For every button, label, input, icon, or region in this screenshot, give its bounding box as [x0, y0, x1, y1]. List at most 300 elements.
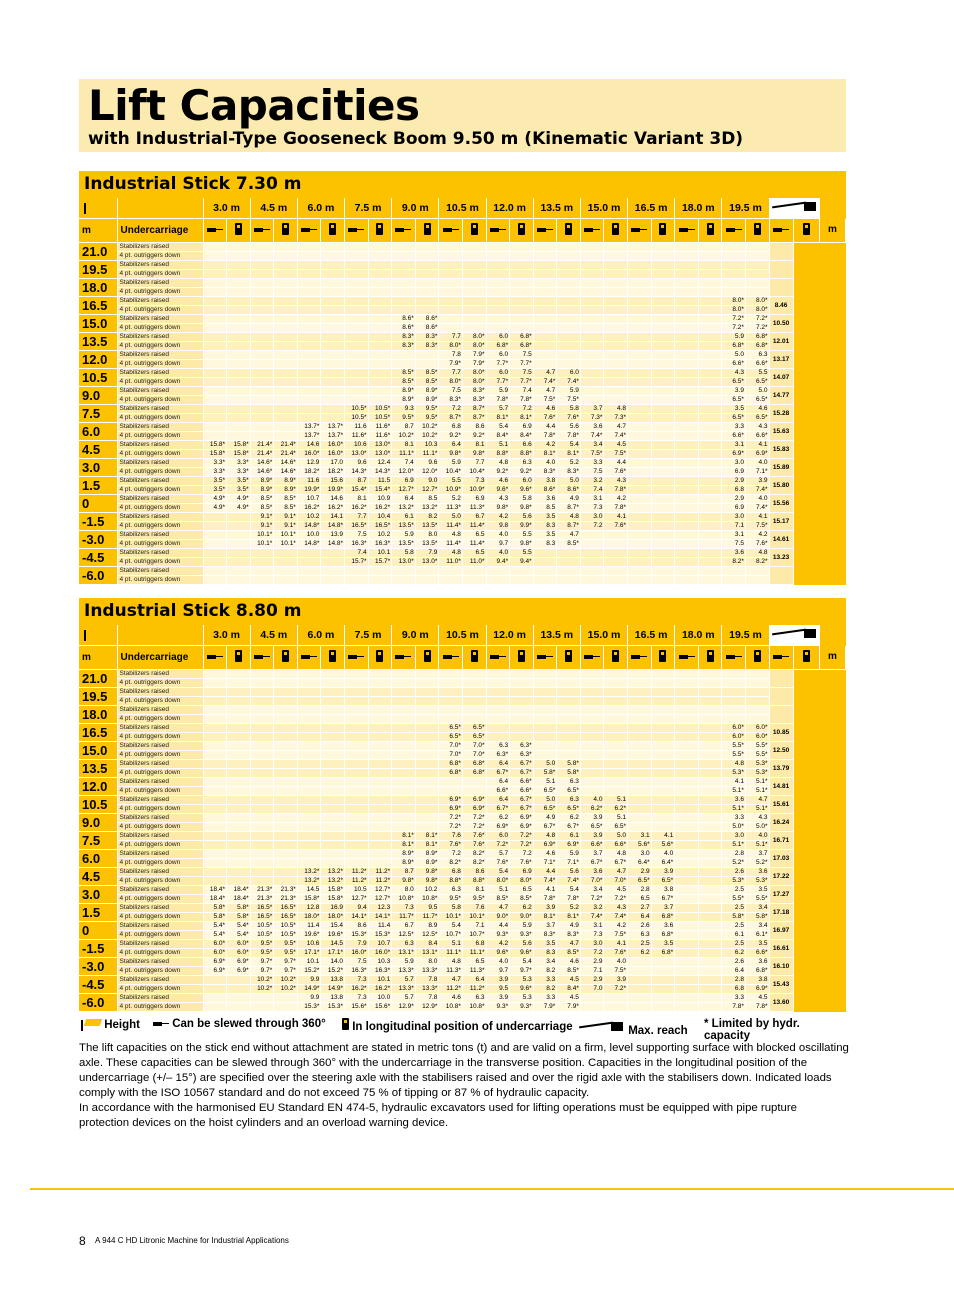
table-row — [79, 504, 846, 513]
capacity-cell — [462, 688, 486, 697]
capacity-cell — [698, 949, 722, 958]
height-icon — [79, 1018, 101, 1032]
capacity-cell: 6.8* — [439, 769, 463, 778]
capacity-cell — [675, 679, 699, 688]
capacity-cell: 7.4* — [533, 378, 557, 387]
height-value: 4.5 — [79, 441, 117, 459]
table-row — [79, 450, 846, 459]
capacity-cell — [415, 715, 439, 724]
capacity-cell: 3.7 — [745, 850, 769, 859]
capacity-cell — [604, 306, 628, 315]
capacity-cell: 6.2 — [510, 904, 534, 913]
capacity-cell — [628, 297, 652, 306]
capacity-cell — [486, 688, 510, 697]
capacity-cell — [321, 823, 345, 832]
capacity-cell — [392, 679, 416, 688]
capacity-cell — [250, 832, 274, 841]
capacity-cell — [368, 351, 392, 360]
capacity-cell: 8.5* — [486, 895, 510, 904]
capacity-cell: 11.3* — [462, 967, 486, 976]
capacity-cell — [580, 333, 604, 342]
capacity-cell — [439, 670, 463, 679]
capacity-cell — [250, 994, 274, 1003]
capacity-cell — [392, 688, 416, 697]
capacity-cell: 3.6 — [580, 423, 604, 432]
capacity-cell: 6.2 — [628, 949, 652, 958]
icon-header-row — [79, 219, 846, 243]
max-reach-value: 15.43 — [769, 976, 793, 994]
capacity-cell — [486, 724, 510, 733]
capacity-cell — [345, 814, 369, 823]
capacity-cell — [415, 279, 439, 288]
capacity-cell — [604, 778, 628, 787]
capacity-cell — [439, 315, 463, 324]
table-row — [79, 567, 846, 576]
capacity-cell — [462, 315, 486, 324]
capacity-cell: 3.6 — [745, 958, 769, 967]
height-value: 18.0 — [79, 706, 117, 724]
capacity-cell — [274, 423, 298, 432]
undercarriage-label: Stabilizers raised — [117, 778, 203, 787]
capacity-cell: 6.5* — [462, 733, 486, 742]
capacity-cell — [345, 706, 369, 715]
capacity-cell: 21.3* — [274, 886, 298, 895]
capacity-cell — [651, 760, 675, 769]
capacity-cell — [415, 823, 439, 832]
undercarriage-label: 4 pt. outriggers down — [117, 985, 203, 994]
capacity-cell — [368, 796, 392, 805]
capacity-cell: 8.8* — [510, 450, 534, 459]
capacity-cell: 11.0* — [462, 558, 486, 567]
capacity-cell: 6.3 — [557, 778, 581, 787]
height-value: 13.5 — [79, 760, 117, 778]
capacity-cell — [698, 531, 722, 540]
height-value: 10.5 — [79, 369, 117, 387]
capacity-cell: 7.2 — [580, 949, 604, 958]
capacity-cell: 14.3* — [345, 468, 369, 477]
capacity-cell: 13.5* — [392, 540, 416, 549]
capacity-cell — [227, 976, 251, 985]
capacity-cell — [250, 715, 274, 724]
reach-head — [769, 625, 819, 646]
capacity-cell: 9.3* — [486, 931, 510, 940]
capacity-cell: 13.3* — [392, 967, 416, 976]
capacity-cell: 7.4* — [557, 378, 581, 387]
capacity-cell — [345, 769, 369, 778]
capacity-cell: 4.7 — [533, 369, 557, 378]
capacity-cell — [345, 279, 369, 288]
capacity-cell — [557, 288, 581, 297]
capacity-cell: 8.3* — [415, 333, 439, 342]
table-row — [79, 378, 846, 387]
capacity-cell: 4.8 — [486, 459, 510, 468]
capacity-cell — [651, 333, 675, 342]
capacity-cell: 6.3 — [486, 742, 510, 751]
capacity-cell — [274, 306, 298, 315]
capacity-cell — [698, 958, 722, 967]
capacity-cell: 10.6 — [297, 940, 321, 949]
capacity-cell: 5.0 — [557, 477, 581, 486]
capacity-cell — [321, 742, 345, 751]
capacity-cell: 7.2 — [439, 405, 463, 414]
capacity-cell — [628, 715, 652, 724]
slew-icon — [348, 226, 364, 233]
capacity-cell — [651, 1003, 675, 1012]
undercarriage-label: Stabilizers raised — [117, 549, 203, 558]
capacity-cell — [345, 805, 369, 814]
table-row — [79, 252, 846, 261]
capacity-cell — [628, 414, 652, 423]
capacity-cell: 6.3 — [439, 886, 463, 895]
capacity-cell: 2.7 — [628, 904, 652, 913]
capacity-cell — [227, 751, 251, 760]
capacity-cell: 13.0* — [368, 450, 392, 459]
table-row — [79, 459, 846, 468]
capacity-cell — [580, 531, 604, 540]
capacity-cell — [580, 270, 604, 279]
capacity-cell — [368, 733, 392, 742]
capacity-cell — [675, 423, 699, 432]
undercarriage-label: Stabilizers raised — [117, 243, 203, 252]
capacity-cell — [651, 814, 675, 823]
capacity-cell: 6.9 — [722, 504, 746, 513]
capacity-cell — [274, 288, 298, 297]
capacity-cell — [274, 567, 298, 576]
capacity-cell — [345, 378, 369, 387]
capacity-cell: 8.1* — [415, 841, 439, 850]
capacity-cell — [439, 243, 463, 252]
height-value: 18.0 — [79, 279, 117, 297]
capacity-cell: 19.9* — [297, 486, 321, 495]
capacity-cell: 6.7* — [486, 805, 510, 814]
capacity-cell — [203, 261, 227, 270]
undercarriage-label: Stabilizers raised — [117, 333, 203, 342]
capacity-cell — [274, 841, 298, 850]
capacity-cell: 8.1* — [486, 414, 510, 423]
capacity-cell — [580, 1003, 604, 1012]
capacity-cell — [321, 670, 345, 679]
capacity-cell: 7.5* — [533, 396, 557, 405]
capacity-cell: 4.8 — [439, 549, 463, 558]
capacity-cell — [557, 360, 581, 369]
capacity-cell — [580, 994, 604, 1003]
capacity-cell — [250, 315, 274, 324]
capacity-cell — [651, 306, 675, 315]
capacity-cell — [651, 976, 675, 985]
capacity-cell — [698, 423, 722, 432]
capacity-cell — [580, 297, 604, 306]
capacity-cell: 5.1 — [604, 796, 628, 805]
capacity-cell: 4.2 — [486, 513, 510, 522]
capacity-cell — [533, 351, 557, 360]
capacity-cell — [321, 360, 345, 369]
capacity-cell: 12.4 — [368, 459, 392, 468]
capacity-cell: 9.5* — [462, 895, 486, 904]
max-reach-value — [769, 279, 793, 297]
capacity-cell: 5.3* — [745, 769, 769, 778]
capacity-cell — [745, 706, 769, 715]
capacity-cell — [698, 913, 722, 922]
capacity-cell: 7.0 — [580, 985, 604, 994]
capacity-cell: 14.6 — [297, 441, 321, 450]
capacity-cell — [321, 261, 345, 270]
capacity-cell: 3.0 — [580, 940, 604, 949]
capacity-cell — [321, 369, 345, 378]
capacity-cell — [203, 715, 227, 724]
capacity-cell: 16.5* — [345, 522, 369, 531]
capacity-cell — [580, 733, 604, 742]
blank-head — [117, 198, 203, 219]
undercarriage-label: Stabilizers raised — [117, 459, 203, 468]
capacity-cell — [345, 850, 369, 859]
capacity-cell: 5.4 — [557, 441, 581, 450]
section-title: Industrial Stick 7.30 m — [84, 174, 302, 194]
capacity-cell — [321, 787, 345, 796]
capacity-cell — [227, 342, 251, 351]
height-value: -6.0 — [79, 567, 117, 585]
capacity-cell: 7.8* — [486, 396, 510, 405]
capacity-cell — [297, 252, 321, 261]
capacity-cell: 6.2 — [486, 814, 510, 823]
capacity-cell: 4.1 — [745, 441, 769, 450]
table-row — [79, 796, 846, 805]
capacity-cell: 8.5* — [250, 495, 274, 504]
capacity-cell: 4.0 — [651, 850, 675, 859]
capacity-cell — [628, 378, 652, 387]
capacity-cell — [675, 432, 699, 441]
capacity-cell — [227, 576, 251, 585]
section-header — [79, 171, 846, 198]
capacity-cell — [203, 405, 227, 414]
capacity-cell — [203, 567, 227, 576]
capacity-cell — [250, 576, 274, 585]
capacity-cell — [203, 297, 227, 306]
capacity-cell — [297, 688, 321, 697]
undercarriage-label: 4 pt. outriggers down — [117, 841, 203, 850]
capacity-cell: 11.1* — [392, 450, 416, 459]
capacity-cell — [203, 733, 227, 742]
table-row — [79, 787, 846, 796]
capacity-cell: 15.7* — [368, 558, 392, 567]
capacity-cell — [392, 270, 416, 279]
capacity-cell — [698, 558, 722, 567]
capacity-cell: 9.1* — [274, 522, 298, 531]
capacity-cell — [415, 796, 439, 805]
capacity-cell — [297, 823, 321, 832]
capacity-cell — [462, 324, 486, 333]
capacity-cell — [675, 252, 699, 261]
capacity-cell: 11.2* — [345, 868, 369, 877]
capacity-cell — [250, 787, 274, 796]
capacity-cell: 7.2* — [722, 324, 746, 333]
slew-head — [439, 219, 463, 243]
capacity-cell — [651, 243, 675, 252]
capacity-cell — [675, 414, 699, 423]
slew-head — [250, 646, 274, 670]
capacity-cell: 3.3 — [722, 994, 746, 1003]
capacity-cell — [580, 769, 604, 778]
capacity-cell: 6.1 — [557, 832, 581, 841]
capacity-cell — [274, 778, 298, 787]
capacity-cell — [722, 288, 746, 297]
capacity-cell: 15.2* — [321, 967, 345, 976]
capacity-cell — [533, 297, 557, 306]
capacity-cell — [698, 243, 722, 252]
capacity-cell — [533, 670, 557, 679]
capacity-cell — [227, 369, 251, 378]
capacity-cell — [580, 715, 604, 724]
slew-head — [345, 646, 369, 670]
capacity-cell — [227, 850, 251, 859]
capacity-cell: 11.3* — [462, 504, 486, 513]
capacity-cell: 18.4* — [227, 886, 251, 895]
capacity-cell: 5.9 — [486, 387, 510, 396]
max-reach-value: 16.71 — [769, 832, 793, 850]
capacity-cell — [368, 778, 392, 787]
max-reach-value: 15.28 — [769, 405, 793, 423]
capacity-cell — [651, 459, 675, 468]
longitudinal-icon — [754, 650, 761, 662]
capacity-cell — [675, 558, 699, 567]
capacity-cell: 3.9 — [580, 832, 604, 841]
capacity-cell — [368, 270, 392, 279]
capacity-cell: 4.0 — [486, 958, 510, 967]
capacity-cell — [297, 333, 321, 342]
capacity-cell: 8.8* — [462, 877, 486, 886]
capacity-cell — [698, 414, 722, 423]
capacity-cell — [628, 252, 652, 261]
capacity-cell — [203, 976, 227, 985]
capacity-cell — [675, 931, 699, 940]
capacity-cell — [510, 261, 534, 270]
capacity-cell — [628, 486, 652, 495]
capacity-cell — [675, 459, 699, 468]
capacity-cell — [274, 706, 298, 715]
capacity-cell: 8.3 — [533, 522, 557, 531]
capacity-cell: 8.9* — [415, 387, 439, 396]
capacity-cell: 11.6* — [368, 423, 392, 432]
height-value: 1.5 — [79, 904, 117, 922]
capacity-cell: 6.7* — [510, 760, 534, 769]
capacity-cell — [651, 450, 675, 459]
capacity-cell: 13.1* — [415, 949, 439, 958]
table-row — [79, 985, 846, 994]
capacity-cell: 11.0* — [439, 558, 463, 567]
capacity-cell: 3.9 — [722, 387, 746, 396]
capacity-cell — [274, 823, 298, 832]
capacity-cell: 7.3 — [392, 904, 416, 913]
capacity-cell — [415, 814, 439, 823]
table-row — [79, 540, 846, 549]
capacity-cell: 3.2 — [580, 904, 604, 913]
capacity-cell: 7.2* — [745, 315, 769, 324]
capacity-cell: 4.1 — [745, 513, 769, 522]
capacity-cell: 6.9* — [745, 985, 769, 994]
capacity-cell: 11.2* — [368, 868, 392, 877]
table-row — [79, 679, 846, 688]
capacity-cell — [486, 261, 510, 270]
capacity-cell — [297, 387, 321, 396]
capacity-cell — [415, 243, 439, 252]
capacity-cell: 5.5 — [510, 531, 534, 540]
longitudinal-head — [415, 646, 439, 670]
radius-head: 6.0 m — [297, 198, 344, 219]
capacity-cell — [722, 706, 746, 715]
longitudinal-icon — [282, 650, 289, 662]
capacity-cell — [203, 351, 227, 360]
capacity-cell — [557, 742, 581, 751]
capacity-cell — [698, 522, 722, 531]
capacity-cell: 6.5* — [651, 877, 675, 886]
capacity-cell — [415, 679, 439, 688]
capacity-cell: 10.2* — [274, 985, 298, 994]
capacity-cell: 8.6* — [415, 324, 439, 333]
capacity-cell — [651, 706, 675, 715]
capacity-cell: 5.4 — [439, 922, 463, 931]
table-row — [79, 670, 846, 679]
capacity-cell: 13.5* — [415, 522, 439, 531]
capacity-cell: 15.3* — [297, 1003, 321, 1012]
capacity-cell: 10.4* — [462, 468, 486, 477]
capacity-cell — [368, 805, 392, 814]
capacity-cell — [557, 279, 581, 288]
capacity-cell — [604, 531, 628, 540]
capacity-cell — [628, 405, 652, 414]
capacity-cell — [250, 850, 274, 859]
capacity-cell: 3.7 — [651, 904, 675, 913]
capacity-cell: 10.9 — [368, 495, 392, 504]
capacity-cell: 5.1* — [745, 787, 769, 796]
table-row — [79, 733, 846, 742]
slew-icon — [726, 653, 742, 660]
capacity-cell: 13.7* — [321, 423, 345, 432]
capacity-cell: 3.3 — [722, 814, 746, 823]
capacity-cell: 6.4 — [392, 495, 416, 504]
capacity-cell — [604, 378, 628, 387]
capacity-cell: 9.9* — [510, 522, 534, 531]
undercarriage-label: Stabilizers raised — [117, 796, 203, 805]
capacity-cell — [675, 405, 699, 414]
capacity-cell: 11.4 — [297, 922, 321, 931]
capacity-cell — [392, 360, 416, 369]
section-header — [79, 598, 846, 625]
capacity-cell — [651, 261, 675, 270]
table-row — [79, 261, 846, 270]
capacity-cell — [533, 261, 557, 270]
height-value: -3.0 — [79, 958, 117, 976]
capacity-cell: 9.3 — [392, 405, 416, 414]
capacity-cell — [698, 486, 722, 495]
capacity-cell: 13.3* — [392, 985, 416, 994]
capacity-cell — [698, 787, 722, 796]
capacity-cell — [462, 270, 486, 279]
slew-head — [250, 219, 274, 243]
capacity-cell: 5.0 — [533, 760, 557, 769]
capacity-cell — [345, 567, 369, 576]
capacity-cell: 7.4* — [580, 913, 604, 922]
capacity-cell: 11.1* — [462, 949, 486, 958]
capacity-cell: 7.8* — [533, 895, 557, 904]
capacity-cell: 13.5* — [392, 522, 416, 531]
max-reach-value: 13.60 — [769, 994, 793, 1012]
capacity-cell: 4.3 — [722, 369, 746, 378]
capacity-cell: 12.7* — [345, 895, 369, 904]
capacity-cell — [250, 1003, 274, 1012]
capacity-cell: 4.8 — [439, 531, 463, 540]
capacity-cell: 4.6 — [557, 958, 581, 967]
capacity-cell — [274, 297, 298, 306]
capacity-cell: 5.1 — [486, 886, 510, 895]
